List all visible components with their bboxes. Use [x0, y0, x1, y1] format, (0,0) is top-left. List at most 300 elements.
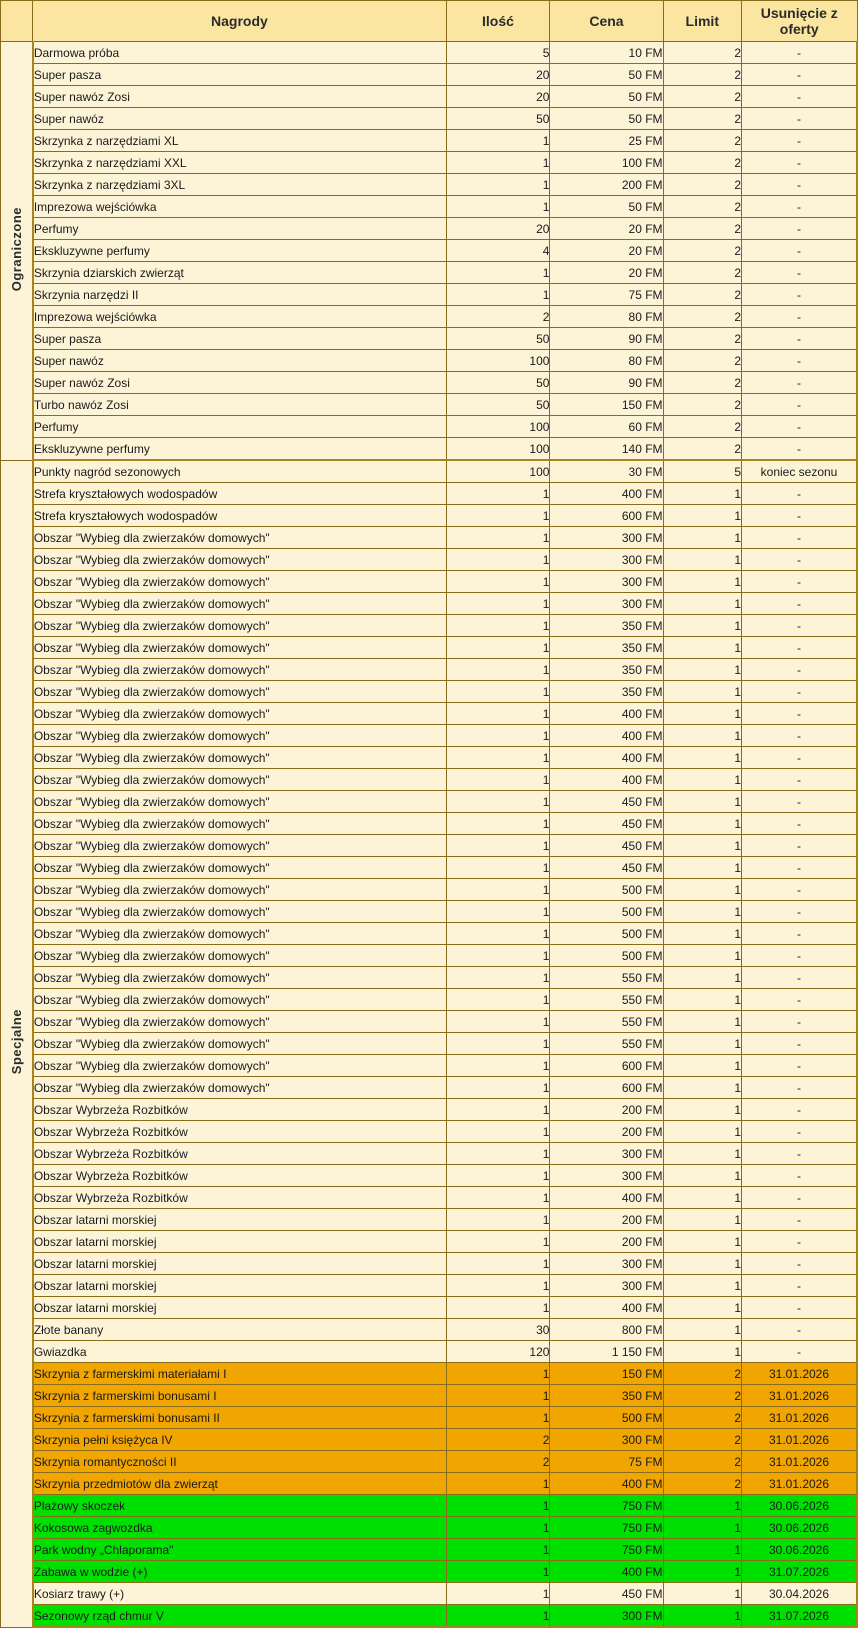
table-row [1, 1495, 858, 1517]
cell-remove: - [742, 1253, 857, 1275]
cell-name: Ekskluzywne perfumy [33, 240, 446, 262]
cell-name: Skrzynia z farmerskimi bonusami II [33, 1407, 446, 1429]
cell-qty: 1 [446, 1231, 550, 1253]
cell-qty: 1 [446, 637, 550, 659]
cell-qty: 1 [446, 615, 550, 637]
cell-price: 400 FM [550, 769, 663, 791]
cell-price: 400 FM [550, 1187, 663, 1209]
cell-limit: 2 [663, 174, 741, 196]
cell-name: Obszar "Wybieg dla zwierzaków domowych" [33, 967, 446, 989]
table-row [1, 1319, 858, 1341]
cell-name: Super nawóz [33, 108, 446, 130]
table-row [1, 813, 858, 835]
cell-qty: 1 [446, 1275, 550, 1297]
cell-remove: - [742, 328, 857, 350]
cell-name: Obszar "Wybieg dla zwierzaków domowych" [33, 791, 446, 813]
cell-limit: 1 [663, 1099, 741, 1121]
cell-name: Obszar "Wybieg dla zwierzaków domowych" [33, 703, 446, 725]
cell-remove: 31.01.2026 [742, 1407, 857, 1429]
cell-name: Obszar "Wybieg dla zwierzaków domowych" [33, 813, 446, 835]
table-row [1, 549, 858, 571]
table-row [1, 1033, 858, 1055]
cell-remove: 30.06.2026 [742, 1539, 857, 1561]
table-row [1, 130, 858, 152]
cell-remove: - [742, 1209, 857, 1231]
cell-qty: 1 [446, 174, 550, 196]
table-row [1, 1187, 858, 1209]
cell-price: 20 FM [550, 218, 663, 240]
cell-name: Obszar latarni morskiej [33, 1253, 446, 1275]
cell-name: Obszar "Wybieg dla zwierzaków domowych" [33, 659, 446, 681]
cell-limit: 1 [663, 1165, 741, 1187]
cell-remove: - [742, 306, 857, 328]
table-row [1, 1385, 858, 1407]
cell-remove: - [742, 549, 857, 571]
cell-name: Obszar "Wybieg dla zwierzaków domowych" [33, 1033, 446, 1055]
cell-price: 350 FM [550, 615, 663, 637]
cell-remove: - [742, 527, 857, 549]
table-row [1, 1143, 858, 1165]
table-row [1, 747, 858, 769]
cell-limit: 1 [663, 637, 741, 659]
table-row [1, 42, 858, 64]
cell-limit: 1 [663, 945, 741, 967]
cell-remove: 31.01.2026 [742, 1473, 857, 1495]
table-row [1, 108, 858, 130]
cell-limit: 2 [663, 394, 741, 416]
cell-limit: 2 [663, 284, 741, 306]
cell-name: Skrzynka z narzędziami XXL [33, 152, 446, 174]
cell-remove: - [742, 1011, 857, 1033]
group-label-text: Specjalne [8, 1009, 24, 1075]
table-row [1, 1539, 858, 1561]
cell-limit: 1 [663, 659, 741, 681]
cell-name: Obszar "Wybieg dla zwierzaków domowych" [33, 527, 446, 549]
table-row [1, 1077, 858, 1099]
cell-qty: 1 [446, 130, 550, 152]
cell-qty: 20 [446, 218, 550, 240]
cell-limit: 1 [663, 1209, 741, 1231]
cell-remove: - [742, 989, 857, 1011]
cell-qty: 1 [446, 791, 550, 813]
cell-name: Obszar "Wybieg dla zwierzaków domowych" [33, 1055, 446, 1077]
cell-limit: 2 [663, 240, 741, 262]
cell-limit: 1 [663, 615, 741, 637]
cell-limit: 1 [663, 1077, 741, 1099]
cell-qty: 1 [446, 1473, 550, 1495]
cell-remove: - [742, 1121, 857, 1143]
table-row [1, 637, 858, 659]
cell-remove: 31.01.2026 [742, 1451, 857, 1473]
cell-name: Perfumy [33, 218, 446, 240]
group-label-1 [1, 460, 33, 1627]
table-row [1, 284, 858, 306]
cell-qty: 1 [446, 1187, 550, 1209]
cell-remove: 31.01.2026 [742, 1363, 857, 1385]
cell-price: 75 FM [550, 1451, 663, 1473]
cell-price: 50 FM [550, 108, 663, 130]
cell-qty: 1 [446, 813, 550, 835]
cell-limit: 2 [663, 152, 741, 174]
cell-price: 150 FM [550, 1363, 663, 1385]
table-row [1, 1451, 858, 1473]
cell-price: 200 FM [550, 1231, 663, 1253]
cell-name: Plażowy skoczek [33, 1495, 446, 1517]
cell-qty: 1 [446, 1077, 550, 1099]
cell-qty: 1 [446, 945, 550, 967]
cell-qty: 1 [446, 152, 550, 174]
cell-limit: 2 [663, 372, 741, 394]
cell-price: 550 FM [550, 967, 663, 989]
cell-limit: 1 [663, 989, 741, 1011]
cell-qty: 1 [446, 1495, 550, 1517]
cell-qty: 50 [446, 394, 550, 416]
cell-remove: - [742, 813, 857, 835]
cell-name: Skrzynka z narzędziami XL [33, 130, 446, 152]
cell-price: 75 FM [550, 284, 663, 306]
cell-limit: 1 [663, 769, 741, 791]
cell-qty: 1 [446, 1121, 550, 1143]
cell-qty: 1 [446, 549, 550, 571]
cell-name: Obszar "Wybieg dla zwierzaków domowych" [33, 945, 446, 967]
cell-limit: 2 [663, 1363, 741, 1385]
table-row [1, 527, 858, 549]
cell-price: 1 150 FM [550, 1341, 663, 1363]
cell-limit: 1 [663, 879, 741, 901]
cell-price: 450 FM [550, 857, 663, 879]
cell-name: Obszar "Wybieg dla zwierzaków domowych" [33, 923, 446, 945]
cell-qty: 1 [446, 879, 550, 901]
cell-remove: - [742, 901, 857, 923]
cell-name: Skrzynia narzędzi II [33, 284, 446, 306]
cell-limit: 1 [663, 1275, 741, 1297]
cell-qty: 2 [446, 1451, 550, 1473]
cell-remove: 30.04.2026 [742, 1583, 857, 1605]
cell-price: 600 FM [550, 505, 663, 527]
cell-limit: 5 [663, 460, 741, 483]
cell-remove: - [742, 262, 857, 284]
cell-limit: 1 [663, 725, 741, 747]
table-row [1, 1341, 858, 1363]
cell-remove: - [742, 1275, 857, 1297]
cell-limit: 1 [663, 483, 741, 505]
cell-remove: - [742, 857, 857, 879]
cell-price: 750 FM [550, 1495, 663, 1517]
table-row [1, 1429, 858, 1451]
cell-limit: 2 [663, 416, 741, 438]
cell-remove: - [742, 64, 857, 86]
cell-limit: 1 [663, 1011, 741, 1033]
cell-name: Obszar "Wybieg dla zwierzaków domowych" [33, 747, 446, 769]
cell-qty: 1 [446, 1033, 550, 1055]
cell-price: 25 FM [550, 130, 663, 152]
table-row [1, 1275, 858, 1297]
cell-remove: 31.01.2026 [742, 1429, 857, 1451]
cell-price: 350 FM [550, 637, 663, 659]
cell-limit: 2 [663, 328, 741, 350]
table-row [1, 857, 858, 879]
cell-limit: 1 [663, 527, 741, 549]
cell-qty: 1 [446, 262, 550, 284]
cell-limit: 2 [663, 1385, 741, 1407]
cell-price: 500 FM [550, 1407, 663, 1429]
cell-qty: 1 [446, 703, 550, 725]
cell-remove: - [742, 394, 857, 416]
cell-remove: - [742, 505, 857, 527]
cell-remove: 31.07.2026 [742, 1605, 857, 1628]
cell-remove: - [742, 967, 857, 989]
cell-name: Sezonowy rząd chmur V [33, 1605, 446, 1628]
table-row [1, 703, 858, 725]
cell-price: 450 FM [550, 835, 663, 857]
cell-price: 550 FM [550, 1033, 663, 1055]
cell-price: 300 FM [550, 1429, 663, 1451]
cell-limit: 2 [663, 218, 741, 240]
cell-limit: 1 [663, 1561, 741, 1583]
header-limit: Limit [663, 1, 741, 42]
cell-qty: 100 [446, 438, 550, 461]
table-row [1, 615, 858, 637]
cell-qty: 1 [446, 681, 550, 703]
cell-limit: 1 [663, 571, 741, 593]
cell-name: Strefa kryształowych wodospadów [33, 483, 446, 505]
cell-price: 50 FM [550, 196, 663, 218]
cell-price: 300 FM [550, 1143, 663, 1165]
cell-price: 200 FM [550, 1121, 663, 1143]
cell-limit: 1 [663, 857, 741, 879]
cell-remove: - [742, 1165, 857, 1187]
cell-limit: 1 [663, 923, 741, 945]
cell-qty: 1 [446, 659, 550, 681]
cell-remove: - [742, 637, 857, 659]
cell-qty: 1 [446, 1099, 550, 1121]
cell-name: Obszar "Wybieg dla zwierzaków domowych" [33, 1011, 446, 1033]
cell-name: Obszar Wybrzeża Rozbitków [33, 1121, 446, 1143]
cell-price: 500 FM [550, 923, 663, 945]
table-row [1, 1583, 858, 1605]
cell-name: Obszar "Wybieg dla zwierzaków domowych" [33, 681, 446, 703]
cell-name: Obszar Wybrzeża Rozbitków [33, 1187, 446, 1209]
cell-remove: - [742, 284, 857, 306]
table-row [1, 306, 858, 328]
header-remove: Usunięcie z oferty [742, 1, 857, 42]
cell-qty: 50 [446, 108, 550, 130]
cell-remove: 30.06.2026 [742, 1517, 857, 1539]
cell-qty: 1 [446, 196, 550, 218]
cell-qty: 1 [446, 1297, 550, 1319]
cell-qty: 1 [446, 989, 550, 1011]
cell-qty: 1 [446, 1385, 550, 1407]
cell-price: 20 FM [550, 262, 663, 284]
cell-qty: 1 [446, 284, 550, 306]
cell-price: 500 FM [550, 901, 663, 923]
cell-name: Obszar "Wybieg dla zwierzaków domowych" [33, 549, 446, 571]
cell-name: Obszar "Wybieg dla zwierzaków domowych" [33, 1077, 446, 1099]
cell-name: Obszar Wybrzeża Rozbitków [33, 1099, 446, 1121]
cell-price: 400 FM [550, 1561, 663, 1583]
cell-qty: 1 [446, 571, 550, 593]
cell-price: 400 FM [550, 703, 663, 725]
cell-name: Super pasza [33, 328, 446, 350]
cell-qty: 1 [446, 1143, 550, 1165]
cell-limit: 1 [663, 703, 741, 725]
cell-name: Obszar latarni morskiej [33, 1209, 446, 1231]
cell-limit: 2 [663, 130, 741, 152]
cell-remove: - [742, 108, 857, 130]
table-row [1, 86, 858, 108]
cell-remove: - [742, 1077, 857, 1099]
cell-price: 400 FM [550, 1473, 663, 1495]
table-row [1, 240, 858, 262]
cell-qty: 1 [446, 1055, 550, 1077]
cell-name: Skrzynia romantyczności II [33, 1451, 446, 1473]
cell-qty: 1 [446, 1539, 550, 1561]
cell-limit: 1 [663, 1605, 741, 1628]
cell-limit: 1 [663, 1539, 741, 1561]
cell-remove: - [742, 152, 857, 174]
cell-limit: 1 [663, 791, 741, 813]
table-row [1, 901, 858, 923]
cell-qty: 4 [446, 240, 550, 262]
cell-remove: - [742, 945, 857, 967]
cell-limit: 1 [663, 1231, 741, 1253]
cell-remove: - [742, 240, 857, 262]
cell-price: 90 FM [550, 328, 663, 350]
cell-remove: - [742, 1231, 857, 1253]
cell-price: 550 FM [550, 1011, 663, 1033]
cell-name: Obszar latarni morskiej [33, 1275, 446, 1297]
table-row [1, 1231, 858, 1253]
cell-qty: 50 [446, 328, 550, 350]
header-name: Nagrody [33, 1, 446, 42]
cell-remove: - [742, 438, 857, 461]
cell-remove: - [742, 1341, 857, 1363]
table-row [1, 659, 858, 681]
cell-name: Turbo nawóz Zosi [33, 394, 446, 416]
cell-price: 90 FM [550, 372, 663, 394]
cell-remove: - [742, 593, 857, 615]
cell-limit: 1 [663, 1143, 741, 1165]
cell-qty: 1 [446, 923, 550, 945]
cell-remove: - [742, 130, 857, 152]
cell-remove: - [742, 218, 857, 240]
table-row [1, 1605, 858, 1628]
cell-price: 50 FM [550, 86, 663, 108]
group-label-text: Ograniczone [8, 207, 24, 292]
table-row [1, 571, 858, 593]
cell-qty: 1 [446, 1363, 550, 1385]
table-row [1, 1561, 858, 1583]
cell-qty: 100 [446, 460, 550, 483]
cell-price: 800 FM [550, 1319, 663, 1341]
table-row [1, 989, 858, 1011]
cell-qty: 1 [446, 901, 550, 923]
cell-name: Punkty nagród sezonowych [33, 460, 446, 483]
cell-price: 80 FM [550, 306, 663, 328]
cell-name: Obszar "Wybieg dla zwierzaków domowych" [33, 989, 446, 1011]
cell-limit: 1 [663, 1187, 741, 1209]
cell-name: Skrzynia z farmerskimi bonusami I [33, 1385, 446, 1407]
cell-qty: 1 [446, 1011, 550, 1033]
cell-limit: 1 [663, 901, 741, 923]
table-row [1, 725, 858, 747]
cell-remove: 31.01.2026 [742, 1385, 857, 1407]
cell-qty: 100 [446, 350, 550, 372]
cell-name: Zabawa w wodzie (+) [33, 1561, 446, 1583]
cell-price: 600 FM [550, 1055, 663, 1077]
cell-price: 300 FM [550, 549, 663, 571]
cell-name: Park wodny „Chlaporama" [33, 1539, 446, 1561]
table-row [1, 1363, 858, 1385]
cell-remove: - [742, 1055, 857, 1077]
cell-remove: - [742, 659, 857, 681]
cell-limit: 2 [663, 1473, 741, 1495]
table-row [1, 791, 858, 813]
table-row [1, 218, 858, 240]
cell-qty: 1 [446, 1583, 550, 1605]
cell-qty: 1 [446, 1407, 550, 1429]
cell-limit: 1 [663, 1517, 741, 1539]
cell-price: 300 FM [550, 1253, 663, 1275]
cell-name: Obszar "Wybieg dla zwierzaków domowych" [33, 835, 446, 857]
cell-remove: - [742, 42, 857, 64]
cell-price: 150 FM [550, 394, 663, 416]
cell-limit: 2 [663, 64, 741, 86]
table-row [1, 945, 858, 967]
cell-limit: 2 [663, 86, 741, 108]
table-row [1, 681, 858, 703]
cell-name: Super nawóz [33, 350, 446, 372]
cell-remove: - [742, 372, 857, 394]
cell-remove: - [742, 879, 857, 901]
cell-limit: 2 [663, 1429, 741, 1451]
cell-price: 200 FM [550, 1099, 663, 1121]
cell-qty: 1 [446, 835, 550, 857]
cell-remove: - [742, 1319, 857, 1341]
cell-remove: - [742, 174, 857, 196]
table-row [1, 1165, 858, 1187]
table-row [1, 1297, 858, 1319]
cell-limit: 1 [663, 967, 741, 989]
table-row [1, 174, 858, 196]
cell-name: Skrzynka z narzędziami 3XL [33, 174, 446, 196]
cell-remove: - [742, 615, 857, 637]
cell-qty: 1 [446, 725, 550, 747]
table-row [1, 152, 858, 174]
table-row [1, 835, 858, 857]
header-qty: Ilość [446, 1, 550, 42]
cell-name: Skrzynia dziarskich zwierząt [33, 262, 446, 284]
cell-name: Obszar "Wybieg dla zwierzaków domowych" [33, 571, 446, 593]
cell-price: 10 FM [550, 42, 663, 64]
cell-remove: - [742, 350, 857, 372]
cell-name: Super pasza [33, 64, 446, 86]
cell-limit: 1 [663, 835, 741, 857]
cell-qty: 1 [446, 1165, 550, 1187]
cell-price: 450 FM [550, 791, 663, 813]
header-group [1, 1, 33, 42]
cell-qty: 1 [446, 483, 550, 505]
cell-remove: - [742, 1099, 857, 1121]
cell-limit: 2 [663, 42, 741, 64]
cell-price: 500 FM [550, 945, 663, 967]
cell-remove: - [742, 703, 857, 725]
cell-price: 200 FM [550, 1209, 663, 1231]
cell-price: 50 FM [550, 64, 663, 86]
cell-name: Super nawóz Zosi [33, 372, 446, 394]
cell-price: 600 FM [550, 1077, 663, 1099]
cell-name: Obszar latarni morskiej [33, 1231, 446, 1253]
